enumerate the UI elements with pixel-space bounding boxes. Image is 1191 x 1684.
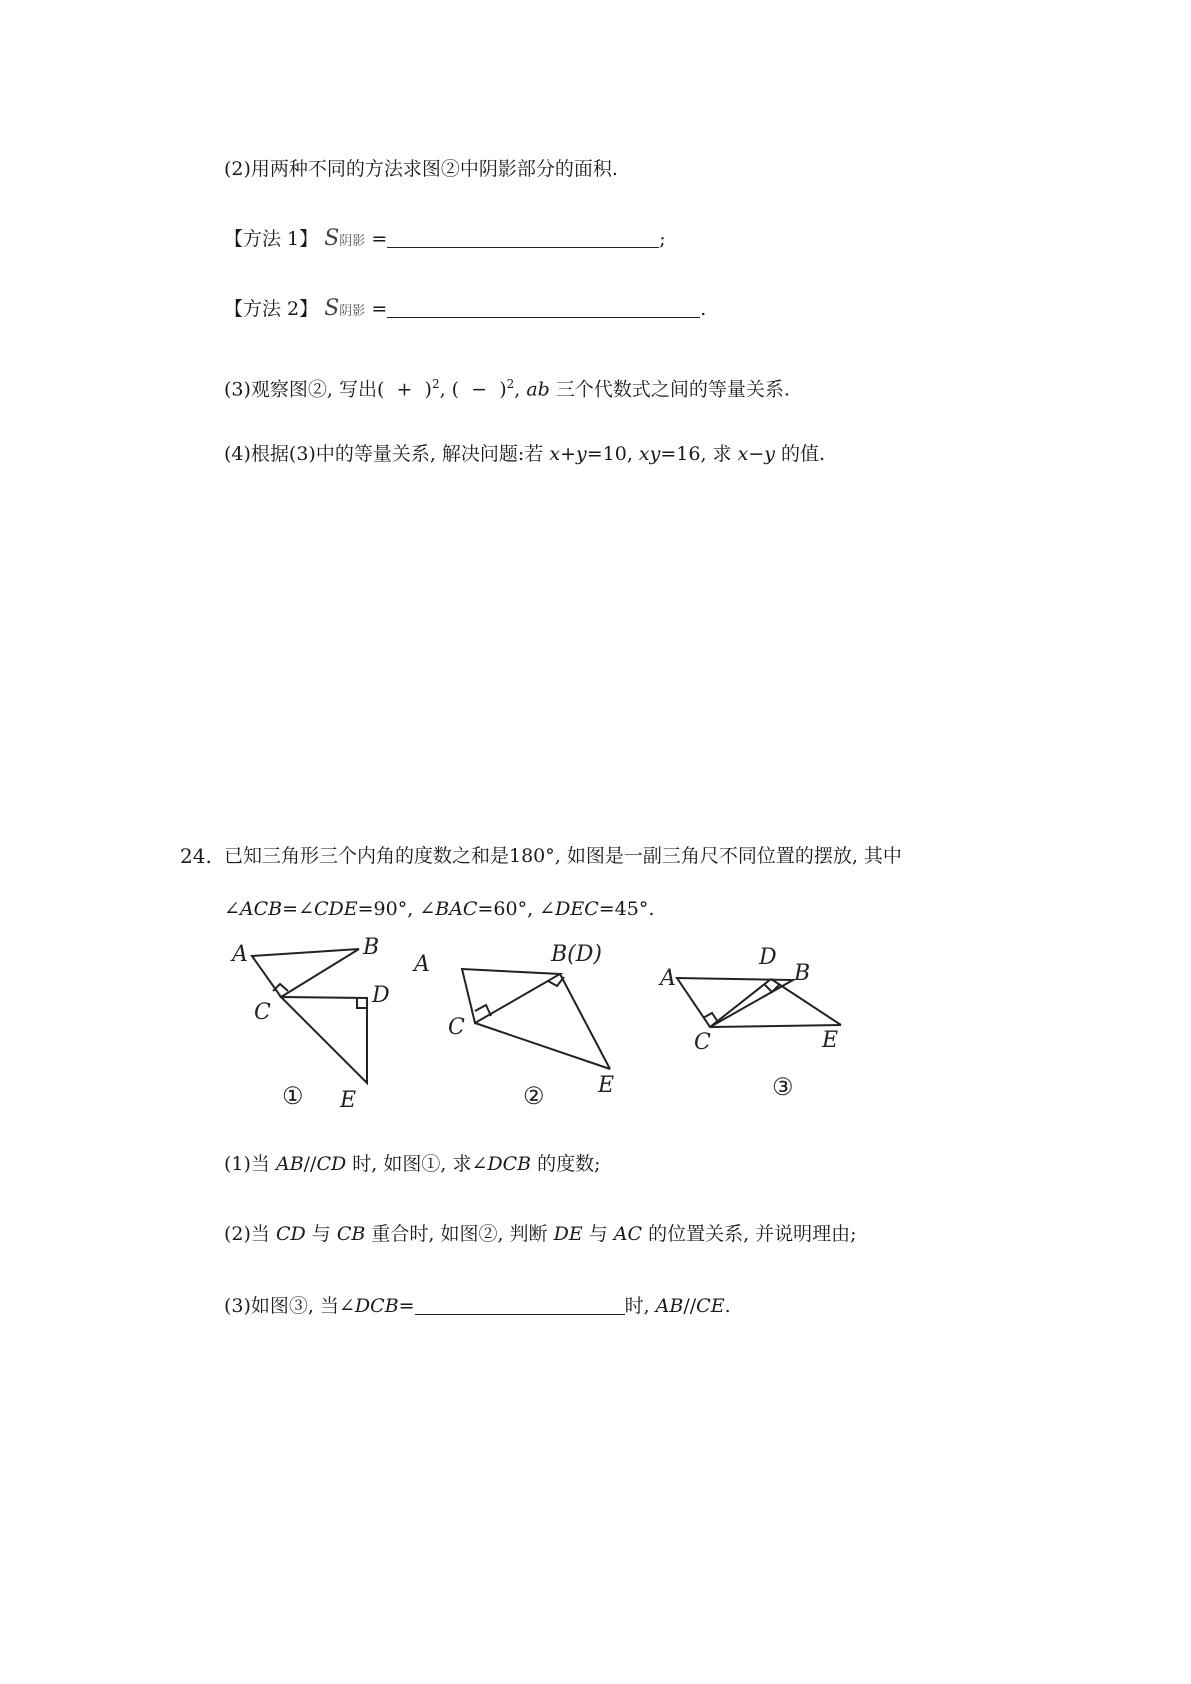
stem-segment: =∠ xyxy=(282,898,314,920)
question-24-stem-1: 已知三角形三个内角的度数之和是180°, 如图是一副三角尺不同位置的摆放, 其中 xyxy=(224,845,902,867)
fig2-label-bd: B(D) xyxy=(551,942,602,967)
method-1-line xyxy=(224,225,666,256)
part-3-answer-blank[interactable] xyxy=(415,1294,625,1315)
p2-segment: (2)当 xyxy=(224,1223,276,1245)
s-subscript: 阴影 xyxy=(339,304,366,319)
exponent: 2 xyxy=(431,377,440,391)
fig2-label-a: A xyxy=(414,952,430,977)
stem-segment: =45°. xyxy=(598,898,655,920)
question-24-stem-2 xyxy=(224,895,654,923)
q3-segment: ) xyxy=(499,378,507,401)
method-1-answer-blank[interactable] xyxy=(387,227,659,248)
fig3-label-d: D xyxy=(759,945,777,970)
segment-cb: CB xyxy=(336,1223,366,1245)
segment-cd: CD xyxy=(316,1153,347,1175)
angle-dcb: DCB xyxy=(487,1153,532,1175)
q3-segment: ) xyxy=(424,378,432,401)
fig1-label-a: A xyxy=(232,942,248,967)
fig1-triangle-abc xyxy=(252,949,359,997)
p3-segment: = xyxy=(398,1295,415,1317)
p2-segment: 与 xyxy=(582,1223,614,1245)
triangle-figures-svg xyxy=(224,926,864,1116)
p1-segment: 时, 如图①, 求∠ xyxy=(346,1153,488,1175)
x-plus-y: x+y xyxy=(549,443,587,465)
angle-acb: ACB xyxy=(239,898,283,920)
method-2-label: 【方法 2】 xyxy=(224,298,319,320)
segment-de: DE xyxy=(553,1223,583,1245)
fig3-triangle-abc xyxy=(677,978,793,1027)
fig3-label-c: C xyxy=(694,1030,711,1055)
p2-segment: 与 xyxy=(305,1223,337,1245)
stem-segment: =90°, ∠ xyxy=(357,898,436,920)
q3-segment: , ( xyxy=(439,378,460,401)
segment-cd: CD xyxy=(275,1223,306,1245)
q4-segment: (4)根据(3)中的等量关系, 解决问题:若 xyxy=(224,443,550,465)
q4-segment: 的值. xyxy=(774,443,826,465)
q24-part-3 xyxy=(224,1292,731,1320)
x-minus-y: x−y xyxy=(737,443,775,465)
fig3-label-e: E xyxy=(822,1028,839,1053)
s-symbol: S xyxy=(324,226,340,251)
equals-sign: = xyxy=(371,228,388,250)
p3-segment: . xyxy=(724,1295,731,1317)
fig1-label-b: B xyxy=(363,935,380,960)
p1-segment: 的度数; xyxy=(531,1153,601,1175)
fig1-label-c: C xyxy=(254,1000,271,1025)
q4-segment: =16, 求 xyxy=(660,443,738,465)
q3-segment: (3)观察图②, 写出( xyxy=(224,378,385,401)
minus-sign: − xyxy=(471,378,488,401)
exponent: 2 xyxy=(506,377,515,391)
p1-segment: (1)当 xyxy=(224,1153,276,1175)
question-4-text xyxy=(224,440,825,468)
parallel-symbol: // xyxy=(303,1153,317,1175)
stem-segment: =60°, ∠ xyxy=(477,898,556,920)
ab-variable: ab xyxy=(526,378,550,401)
segment-ab: AB xyxy=(655,1295,684,1317)
fig3-line-ce xyxy=(710,1025,841,1027)
question-2-text: (2)用两种不同的方法求图②中阴影部分的面积. xyxy=(224,158,618,180)
fig3-line-cd xyxy=(710,979,771,1027)
fig1-label-d: D xyxy=(372,983,390,1008)
question-3-text xyxy=(224,370,790,403)
parallel-symbol: // xyxy=(683,1295,697,1317)
p3-segment: 时, xyxy=(624,1295,656,1317)
method-1-end: ; xyxy=(659,228,666,250)
segment-ce: CE xyxy=(696,1295,725,1317)
fig1-right-angle-c xyxy=(273,984,288,991)
fig3-right-angle-d xyxy=(765,985,779,992)
q24-part-1 xyxy=(224,1150,601,1178)
fig3-number-label: ③ xyxy=(772,1073,794,1101)
fig2-label-e: E xyxy=(598,1073,615,1098)
method-2-answer-blank[interactable] xyxy=(387,297,700,318)
fig3-label-b: B xyxy=(794,961,811,986)
s-subscript: 阴影 xyxy=(339,234,366,249)
p2-segment: 重合时, 如图②, 判断 xyxy=(365,1223,554,1245)
fig3-label-a: A xyxy=(660,966,676,991)
segment-ab: AB xyxy=(275,1153,304,1175)
angle-cde: CDE xyxy=(314,898,358,920)
angle-symbol: ∠ xyxy=(224,898,240,920)
method-2-end: . xyxy=(700,298,707,320)
q4-segment: =10, xyxy=(586,443,639,465)
p3-segment: (3)如图③, 当∠ xyxy=(224,1295,355,1317)
fig1-number-label: ① xyxy=(282,1082,304,1110)
fig2-number-label: ② xyxy=(523,1082,545,1110)
q24-part-2 xyxy=(224,1220,857,1248)
fig2-triangle-abc xyxy=(462,969,560,1023)
q3-segment: , xyxy=(514,378,527,401)
xy: xy xyxy=(638,443,661,465)
method-2-line xyxy=(224,295,706,326)
angle-dec: DEC xyxy=(555,898,599,920)
fig1-right-angle-d xyxy=(357,998,367,1008)
fig2-label-c: C xyxy=(448,1015,465,1040)
angle-dcb: DCB xyxy=(354,1295,399,1317)
method-1-label: 【方法 1】 xyxy=(224,228,319,250)
s-symbol: S xyxy=(324,296,340,321)
fig1-label-e: E xyxy=(340,1088,357,1113)
q3-segment: 三个代数式之间的等量关系. xyxy=(549,378,790,401)
segment-ac: AC xyxy=(613,1223,643,1245)
p2-segment: 的位置关系, 并说明理由; xyxy=(642,1223,857,1245)
question-24-number: 24. xyxy=(180,844,212,868)
equals-sign: = xyxy=(371,298,388,320)
fig1-triangle-cde xyxy=(281,997,367,1083)
plus-sign: + xyxy=(396,378,413,401)
angle-bac: BAC xyxy=(435,898,478,920)
triangle-figures xyxy=(224,926,864,1116)
